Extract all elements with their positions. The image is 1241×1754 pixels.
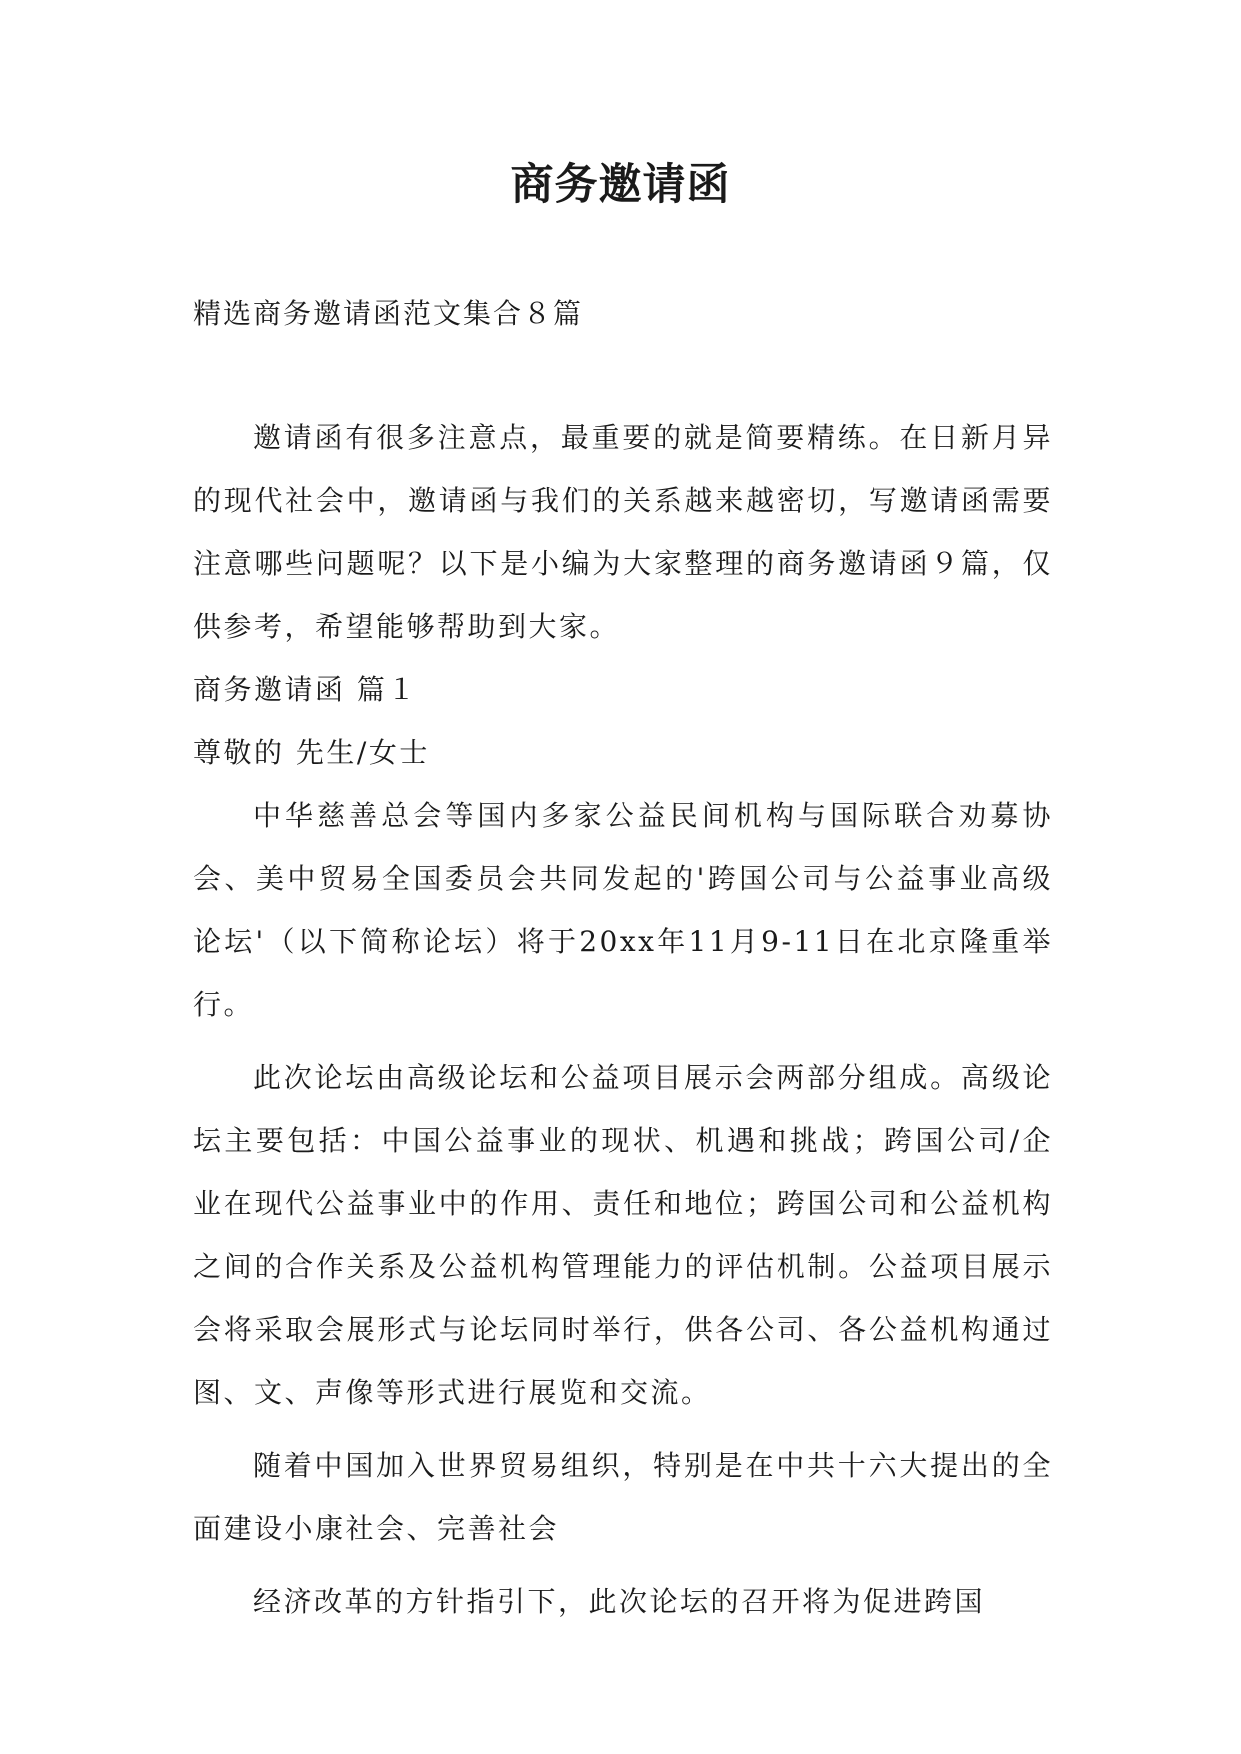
body-paragraph: 中华慈善总会等国内多家公益民间机构与国际联合劝募协会、美中贸易全国委员会共同发起的'跨国公司与公益事业高级论坛'（以下简称论坛）将于20xx年11月9-11日在北京隆重举行。 [193, 799, 1053, 1021]
document-title: 商务邀请函 [510, 160, 731, 210]
document-body [193, 406, 1053, 1633]
document-subtitle: 精选商务邀请函范文集合８篇 [193, 297, 584, 330]
body-paragraph: 经济改革的方针指引下，此次论坛的召开将为促进跨国 [253, 1585, 986, 1618]
body-paragraph: 此次论坛由高级论坛和公益项目展示会两部分组成。高级论坛主要包括：中国公益事业的现状、机遇和挑战；跨国公司/企业在现代公益事业中的作用、责任和地位；跨国公司和公益机构之间的合作关系及公益机构管理能力的评估机制。公益项目展示会将采取会展形式与论坛同时举行，供各公司、各公益机构通过图、文、声像等形式进行展览和交流。 [193, 1061, 1053, 1409]
salutation: 尊敬的 先生/女士 [193, 736, 430, 769]
intro-paragraph: 邀请函有很多注意点，最重要的就是简要精练。在日新月异的现代社会中，邀请函与我们的关系越来越密切，写邀请函需要注意哪些问题呢？以下是小编为大家整理的商务邀请函９篇，仅供参考，希望能够帮助到大家。 [193, 421, 1053, 643]
section-heading: 商务邀请函 篇１ [193, 673, 418, 706]
body-paragraph: 随着中国加入世界贸易组织，特别是在中共十六大提出的全面建设小康社会、完善社会 [193, 1449, 1053, 1545]
